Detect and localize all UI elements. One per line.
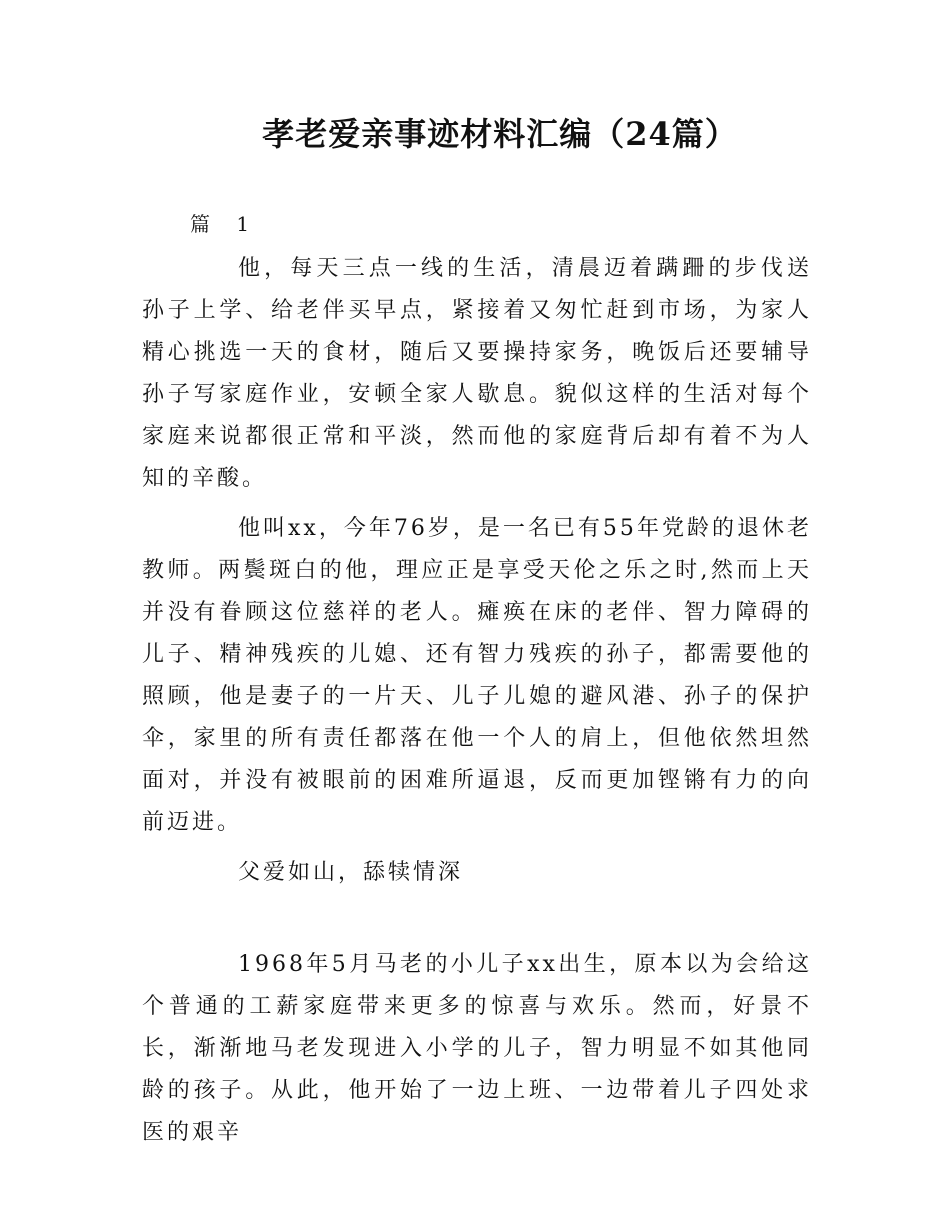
paragraph-1: 他，每天三点一线的生活，清晨迈着蹒跚的步伐送孙子上学、给老伴买早点，紧接着又匆忙赶到市场，为家人精心挑选一天的食材，随后又要操持家务，晚饭后还要辅导孙子写家庭作业，安顿全家人歇息。貌似这样的生活对每个家庭来说都很正常和平淡，然而他的家庭背后却有着不为人知的辛酸。 xyxy=(142,256,812,491)
subheading: 父爱如山，舔犊情深 xyxy=(238,860,464,885)
paragraph-2: 他叫xx，今年76岁，是一名已有55年党龄的退休老教师。两鬓斑白的他，理应正是享受天伦之乐之时,然而上天并没有眷顾这位慈祥的老人。瘫痪在床的老伴、智力障碍的儿子、精神残疾的儿媳、还有智力残疾的孙子，都需要他的照顾，他是妻子的一片天、儿子儿媳的避风港、孙子的保护伞，家里的所有责任都落在他一个人的肩上，但他依然坦然面对，并没有被眼前的困难所逼退，反而更加铿锵有力的向前迈进。 xyxy=(142,516,812,835)
document-title: 孝老爱亲事迹材料汇编（24篇） xyxy=(262,115,738,153)
section-label: 篇 1 xyxy=(190,212,260,236)
paragraph-3: 1968年5月马老的小儿子xx出生，原本以为会给这个普通的工薪家庭带来更多的惊喜与欢乐。然而，好景不长，渐渐地马老发现进入小学的儿子，智力明显不如其他同龄的孩子。从此，他开始了一边上班、一边带着儿子四处求医的艰辛 xyxy=(142,952,812,1145)
